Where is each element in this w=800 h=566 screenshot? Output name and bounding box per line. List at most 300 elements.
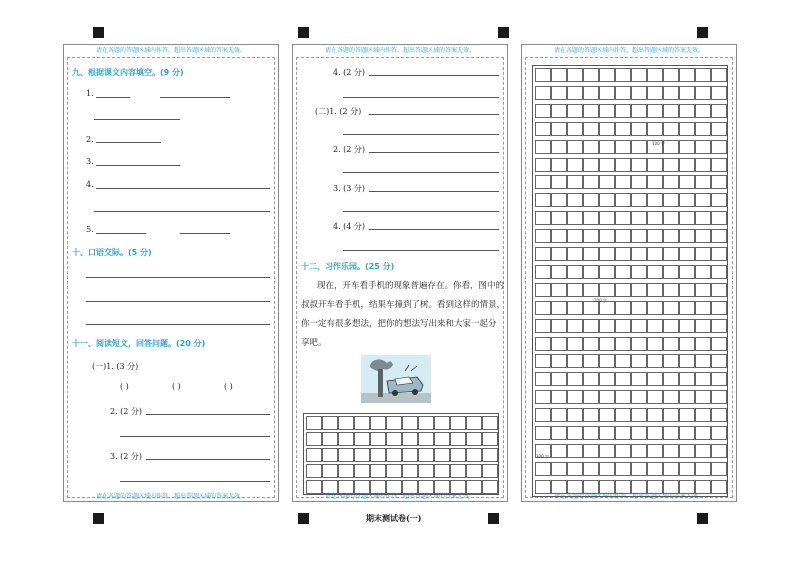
grid-cell[interactable]	[322, 480, 338, 494]
answer-line[interactable]	[146, 414, 270, 415]
grid-cell[interactable]	[567, 265, 583, 279]
grid-cell[interactable]	[711, 193, 727, 207]
grid-cell[interactable]	[615, 229, 631, 243]
grid-cell[interactable]	[450, 432, 466, 446]
grid-cell[interactable]	[583, 122, 599, 136]
grid-cell[interactable]	[599, 122, 615, 136]
grid-cell[interactable]	[663, 68, 679, 82]
grid-cell[interactable]	[615, 480, 631, 494]
grid-cell[interactable]	[615, 86, 631, 100]
grid-cell[interactable]	[711, 247, 727, 261]
grid-cell[interactable]	[583, 372, 599, 386]
grid-cell[interactable]	[551, 444, 567, 458]
grid-cell[interactable]	[338, 448, 354, 462]
grid-cell[interactable]	[551, 426, 567, 440]
grid-cell[interactable]	[551, 104, 567, 118]
grid-cell[interactable]	[615, 372, 631, 386]
grid-cell[interactable]	[402, 448, 418, 462]
grid-cell[interactable]	[679, 372, 695, 386]
grid-cell[interactable]	[711, 104, 727, 118]
grid-cell[interactable]	[679, 211, 695, 225]
grid-cell[interactable]	[615, 158, 631, 172]
answer-line[interactable]	[96, 188, 270, 189]
answer-line[interactable]	[96, 97, 130, 98]
grid-cell[interactable]	[418, 464, 434, 478]
grid-cell[interactable]	[551, 301, 567, 315]
grid-cell[interactable]	[535, 372, 551, 386]
grid-cell[interactable]	[466, 448, 482, 462]
grid-cell[interactable]	[631, 68, 647, 82]
grid-cell[interactable]	[695, 86, 711, 100]
grid-cell[interactable]	[663, 444, 679, 458]
grid-cell[interactable]	[567, 68, 583, 82]
grid-cell[interactable]	[599, 408, 615, 422]
answer-line[interactable]	[146, 459, 270, 460]
grid-cell[interactable]	[535, 319, 551, 333]
grid-cell[interactable]	[631, 175, 647, 189]
grid-cell[interactable]	[567, 229, 583, 243]
grid-cell[interactable]	[306, 416, 322, 430]
grid-cell[interactable]	[322, 416, 338, 430]
grid-cell[interactable]	[615, 444, 631, 458]
answer-line[interactable]	[94, 119, 180, 120]
grid-cell[interactable]	[599, 247, 615, 261]
grid-cell[interactable]	[583, 211, 599, 225]
grid-cell[interactable]	[551, 390, 567, 404]
grid-cell[interactable]	[482, 416, 498, 430]
grid-cell[interactable]	[599, 390, 615, 404]
grid-cell[interactable]	[583, 462, 599, 476]
grid-cell[interactable]	[647, 319, 663, 333]
grid-cell[interactable]	[695, 444, 711, 458]
grid-cell[interactable]	[711, 158, 727, 172]
grid-cell[interactable]	[535, 301, 551, 315]
grid-cell[interactable]	[583, 265, 599, 279]
grid-cell[interactable]	[466, 432, 482, 446]
grid-cell[interactable]	[695, 426, 711, 440]
grid-cell[interactable]	[551, 372, 567, 386]
grid-cell[interactable]	[567, 283, 583, 297]
grid-cell[interactable]	[370, 448, 386, 462]
grid-cell[interactable]	[338, 432, 354, 446]
grid-cell[interactable]	[711, 122, 727, 136]
grid-cell[interactable]	[663, 211, 679, 225]
grid-cell[interactable]	[599, 68, 615, 82]
grid-cell[interactable]	[599, 444, 615, 458]
writing-grid[interactable]	[532, 65, 728, 497]
grid-cell[interactable]	[679, 229, 695, 243]
grid-cell[interactable]	[695, 211, 711, 225]
grid-cell[interactable]	[583, 480, 599, 494]
grid-cell[interactable]	[695, 122, 711, 136]
grid-cell[interactable]	[615, 408, 631, 422]
grid-cell[interactable]	[551, 211, 567, 225]
grid-cell[interactable]	[711, 211, 727, 225]
grid-cell[interactable]	[535, 337, 551, 351]
answer-line[interactable]	[120, 436, 270, 437]
grid-cell[interactable]	[711, 140, 727, 154]
grid-cell[interactable]	[615, 426, 631, 440]
grid-cell[interactable]	[567, 462, 583, 476]
grid-cell[interactable]	[711, 354, 727, 368]
grid-cell[interactable]	[647, 480, 663, 494]
answer-parentheses[interactable]: ( )	[172, 382, 181, 391]
grid-cell[interactable]	[711, 319, 727, 333]
grid-cell[interactable]	[679, 158, 695, 172]
grid-cell[interactable]	[695, 372, 711, 386]
grid-cell[interactable]	[599, 354, 615, 368]
grid-cell[interactable]	[679, 140, 695, 154]
grid-cell[interactable]	[551, 462, 567, 476]
grid-cell[interactable]	[663, 247, 679, 261]
grid-cell[interactable]	[551, 408, 567, 422]
grid-cell[interactable]	[679, 462, 695, 476]
grid-cell[interactable]	[663, 480, 679, 494]
grid-cell[interactable]	[599, 158, 615, 172]
grid-cell[interactable]	[631, 283, 647, 297]
grid-cell[interactable]	[647, 444, 663, 458]
grid-cell[interactable]	[583, 104, 599, 118]
grid-cell[interactable]	[583, 426, 599, 440]
grid-cell[interactable]	[567, 426, 583, 440]
grid-cell[interactable]	[551, 354, 567, 368]
grid-cell[interactable]	[631, 480, 647, 494]
grid-cell[interactable]	[583, 444, 599, 458]
grid-cell[interactable]	[631, 319, 647, 333]
grid-cell[interactable]	[386, 480, 402, 494]
grid-cell[interactable]	[354, 464, 370, 478]
grid-cell[interactable]	[599, 337, 615, 351]
grid-cell[interactable]	[535, 158, 551, 172]
grid-cell[interactable]	[535, 175, 551, 189]
grid-cell[interactable]	[535, 193, 551, 207]
grid-cell[interactable]	[583, 140, 599, 154]
grid-cell[interactable]	[647, 354, 663, 368]
grid-cell[interactable]	[631, 211, 647, 225]
grid-cell[interactable]	[450, 464, 466, 478]
answer-line[interactable]	[96, 233, 146, 234]
grid-cell[interactable]	[551, 68, 567, 82]
answer-line[interactable]	[343, 172, 499, 173]
grid-cell[interactable]	[711, 283, 727, 297]
grid-cell[interactable]	[551, 337, 567, 351]
grid-cell[interactable]	[599, 426, 615, 440]
grid-cell[interactable]	[663, 158, 679, 172]
grid-cell[interactable]	[711, 229, 727, 243]
grid-cell[interactable]	[567, 211, 583, 225]
answer-line[interactable]	[369, 229, 499, 230]
grid-cell[interactable]	[599, 480, 615, 494]
grid-cell[interactable]	[679, 247, 695, 261]
grid-cell[interactable]	[418, 448, 434, 462]
grid-cell[interactable]	[583, 175, 599, 189]
grid-cell[interactable]	[631, 140, 647, 154]
grid-cell[interactable]	[386, 448, 402, 462]
grid-cell[interactable]	[551, 265, 567, 279]
grid-cell[interactable]	[695, 265, 711, 279]
answer-line[interactable]	[96, 142, 161, 143]
grid-cell[interactable]	[615, 175, 631, 189]
grid-cell[interactable]	[418, 480, 434, 494]
grid-cell[interactable]	[631, 122, 647, 136]
grid-cell[interactable]	[695, 390, 711, 404]
grid-cell[interactable]	[615, 319, 631, 333]
grid-cell[interactable]	[583, 229, 599, 243]
grid-cell[interactable]	[599, 372, 615, 386]
grid-cell[interactable]	[599, 211, 615, 225]
grid-cell[interactable]	[615, 193, 631, 207]
grid-cell[interactable]	[322, 448, 338, 462]
grid-cell[interactable]	[679, 68, 695, 82]
grid-cell[interactable]	[338, 416, 354, 430]
grid-cell[interactable]	[631, 265, 647, 279]
answer-line[interactable]	[343, 97, 499, 98]
grid-cell[interactable]	[695, 283, 711, 297]
grid-cell[interactable]	[466, 480, 482, 494]
grid-cell[interactable]	[354, 432, 370, 446]
grid-cell[interactable]	[482, 448, 498, 462]
grid-cell[interactable]	[711, 480, 727, 494]
grid-cell[interactable]	[647, 390, 663, 404]
grid-cell[interactable]	[647, 68, 663, 82]
grid-cell[interactable]	[567, 193, 583, 207]
grid-cell[interactable]	[466, 464, 482, 478]
grid-cell[interactable]	[647, 229, 663, 243]
grid-cell[interactable]	[599, 265, 615, 279]
grid-cell[interactable]	[711, 462, 727, 476]
answer-parentheses[interactable]: ( )	[224, 382, 233, 391]
grid-cell[interactable]	[679, 337, 695, 351]
grid-cell[interactable]	[615, 247, 631, 261]
grid-cell[interactable]	[535, 480, 551, 494]
grid-cell[interactable]	[551, 229, 567, 243]
grid-cell[interactable]	[679, 301, 695, 315]
writing-grid[interactable]	[303, 413, 499, 495]
grid-cell[interactable]	[434, 480, 450, 494]
grid-cell[interactable]	[663, 175, 679, 189]
grid-cell[interactable]	[695, 158, 711, 172]
grid-cell[interactable]	[599, 283, 615, 297]
grid-cell[interactable]	[647, 211, 663, 225]
grid-cell[interactable]	[354, 416, 370, 430]
grid-cell[interactable]	[599, 140, 615, 154]
grid-cell[interactable]	[711, 426, 727, 440]
grid-cell[interactable]	[695, 408, 711, 422]
grid-cell[interactable]	[535, 265, 551, 279]
grid-cell[interactable]	[631, 193, 647, 207]
grid-cell[interactable]	[711, 337, 727, 351]
grid-cell[interactable]	[402, 416, 418, 430]
grid-cell[interactable]	[679, 283, 695, 297]
grid-cell[interactable]	[695, 337, 711, 351]
grid-cell[interactable]	[583, 337, 599, 351]
grid-cell[interactable]	[306, 464, 322, 478]
grid-cell[interactable]	[663, 122, 679, 136]
grid-cell[interactable]	[663, 319, 679, 333]
grid-cell[interactable]	[599, 193, 615, 207]
grid-cell[interactable]	[434, 432, 450, 446]
grid-cell[interactable]	[711, 301, 727, 315]
grid-cell[interactable]	[615, 265, 631, 279]
grid-cell[interactable]	[551, 319, 567, 333]
grid-cell[interactable]	[354, 480, 370, 494]
grid-cell[interactable]	[695, 193, 711, 207]
grid-cell[interactable]	[679, 354, 695, 368]
grid-cell[interactable]	[647, 462, 663, 476]
grid-cell[interactable]	[599, 175, 615, 189]
grid-cell[interactable]	[402, 480, 418, 494]
answer-line[interactable]	[160, 97, 230, 98]
grid-cell[interactable]	[583, 390, 599, 404]
grid-cell[interactable]	[599, 229, 615, 243]
grid-cell[interactable]	[418, 416, 434, 430]
grid-cell[interactable]	[567, 301, 583, 315]
grid-cell[interactable]	[551, 122, 567, 136]
grid-cell[interactable]	[663, 193, 679, 207]
grid-cell[interactable]	[402, 464, 418, 478]
grid-cell[interactable]	[535, 211, 551, 225]
grid-cell[interactable]	[631, 247, 647, 261]
grid-cell[interactable]	[535, 229, 551, 243]
grid-cell[interactable]	[695, 480, 711, 494]
grid-cell[interactable]	[679, 104, 695, 118]
grid-cell[interactable]	[418, 432, 434, 446]
grid-cell[interactable]	[338, 464, 354, 478]
grid-cell[interactable]	[338, 480, 354, 494]
grid-cell[interactable]	[647, 408, 663, 422]
grid-cell[interactable]	[647, 158, 663, 172]
grid-cell[interactable]	[615, 283, 631, 297]
grid-cell[interactable]	[663, 372, 679, 386]
grid-cell[interactable]	[434, 464, 450, 478]
grid-cell[interactable]	[551, 86, 567, 100]
grid-cell[interactable]	[615, 301, 631, 315]
grid-cell[interactable]	[322, 464, 338, 478]
grid-cell[interactable]	[535, 247, 551, 261]
grid-cell[interactable]	[402, 432, 418, 446]
grid-cell[interactable]	[482, 464, 498, 478]
grid-cell[interactable]	[647, 372, 663, 386]
answer-line[interactable]	[86, 301, 270, 302]
answer-line[interactable]	[86, 324, 270, 325]
grid-cell[interactable]	[711, 265, 727, 279]
grid-cell[interactable]	[711, 68, 727, 82]
grid-cell[interactable]	[615, 140, 631, 154]
grid-cell[interactable]	[615, 390, 631, 404]
grid-cell[interactable]	[551, 193, 567, 207]
grid-cell[interactable]	[631, 158, 647, 172]
grid-cell[interactable]	[663, 354, 679, 368]
grid-cell[interactable]	[434, 416, 450, 430]
grid-cell[interactable]	[679, 122, 695, 136]
grid-cell[interactable]	[370, 464, 386, 478]
grid-cell[interactable]	[306, 432, 322, 446]
answer-line[interactable]	[120, 481, 270, 482]
grid-cell[interactable]	[551, 480, 567, 494]
grid-cell[interactable]	[695, 140, 711, 154]
grid-cell[interactable]	[663, 390, 679, 404]
answer-line[interactable]	[96, 165, 180, 166]
grid-cell[interactable]	[647, 426, 663, 440]
grid-cell[interactable]	[647, 301, 663, 315]
grid-cell[interactable]	[711, 444, 727, 458]
grid-cell[interactable]	[663, 426, 679, 440]
grid-cell[interactable]	[583, 247, 599, 261]
grid-cell[interactable]	[386, 432, 402, 446]
grid-cell[interactable]	[322, 432, 338, 446]
grid-cell[interactable]	[679, 175, 695, 189]
grid-cell[interactable]	[631, 354, 647, 368]
grid-cell[interactable]	[631, 337, 647, 351]
grid-cell[interactable]	[631, 408, 647, 422]
grid-cell[interactable]	[615, 104, 631, 118]
grid-cell[interactable]	[679, 193, 695, 207]
answer-parentheses[interactable]: ( )	[120, 382, 129, 391]
grid-cell[interactable]	[551, 175, 567, 189]
grid-cell[interactable]	[306, 448, 322, 462]
grid-cell[interactable]	[567, 158, 583, 172]
grid-cell[interactable]	[631, 104, 647, 118]
grid-cell[interactable]	[567, 337, 583, 351]
grid-cell[interactable]	[567, 86, 583, 100]
grid-cell[interactable]	[535, 104, 551, 118]
grid-cell[interactable]	[631, 444, 647, 458]
grid-cell[interactable]	[466, 416, 482, 430]
grid-cell[interactable]	[615, 354, 631, 368]
grid-cell[interactable]	[631, 229, 647, 243]
grid-cell[interactable]	[663, 104, 679, 118]
grid-cell[interactable]	[615, 337, 631, 351]
grid-cell[interactable]	[535, 462, 551, 476]
grid-cell[interactable]	[711, 175, 727, 189]
grid-cell[interactable]	[306, 480, 322, 494]
grid-cell[interactable]	[386, 416, 402, 430]
grid-cell[interactable]	[679, 408, 695, 422]
grid-cell[interactable]	[615, 122, 631, 136]
answer-line[interactable]	[343, 211, 499, 212]
grid-cell[interactable]	[631, 86, 647, 100]
grid-cell[interactable]	[663, 337, 679, 351]
grid-cell[interactable]	[599, 462, 615, 476]
answer-line[interactable]	[180, 233, 230, 234]
grid-cell[interactable]	[386, 464, 402, 478]
grid-cell[interactable]	[647, 86, 663, 100]
grid-cell[interactable]	[647, 337, 663, 351]
grid-cell[interactable]	[583, 158, 599, 172]
grid-cell[interactable]	[567, 175, 583, 189]
grid-cell[interactable]	[663, 265, 679, 279]
grid-cell[interactable]	[583, 86, 599, 100]
grid-cell[interactable]	[583, 68, 599, 82]
grid-cell[interactable]	[711, 86, 727, 100]
grid-cell[interactable]	[647, 104, 663, 118]
grid-cell[interactable]	[695, 229, 711, 243]
grid-cell[interactable]	[631, 426, 647, 440]
grid-cell[interactable]	[647, 175, 663, 189]
grid-cell[interactable]	[567, 354, 583, 368]
grid-cell[interactable]	[551, 247, 567, 261]
grid-cell[interactable]	[663, 229, 679, 243]
grid-cell[interactable]	[599, 86, 615, 100]
grid-cell[interactable]	[450, 416, 466, 430]
grid-cell[interactable]	[647, 247, 663, 261]
grid-cell[interactable]	[647, 122, 663, 136]
grid-cell[interactable]	[679, 444, 695, 458]
grid-cell[interactable]	[663, 283, 679, 297]
grid-cell[interactable]	[711, 408, 727, 422]
grid-cell[interactable]	[711, 390, 727, 404]
answer-line[interactable]	[343, 250, 499, 251]
